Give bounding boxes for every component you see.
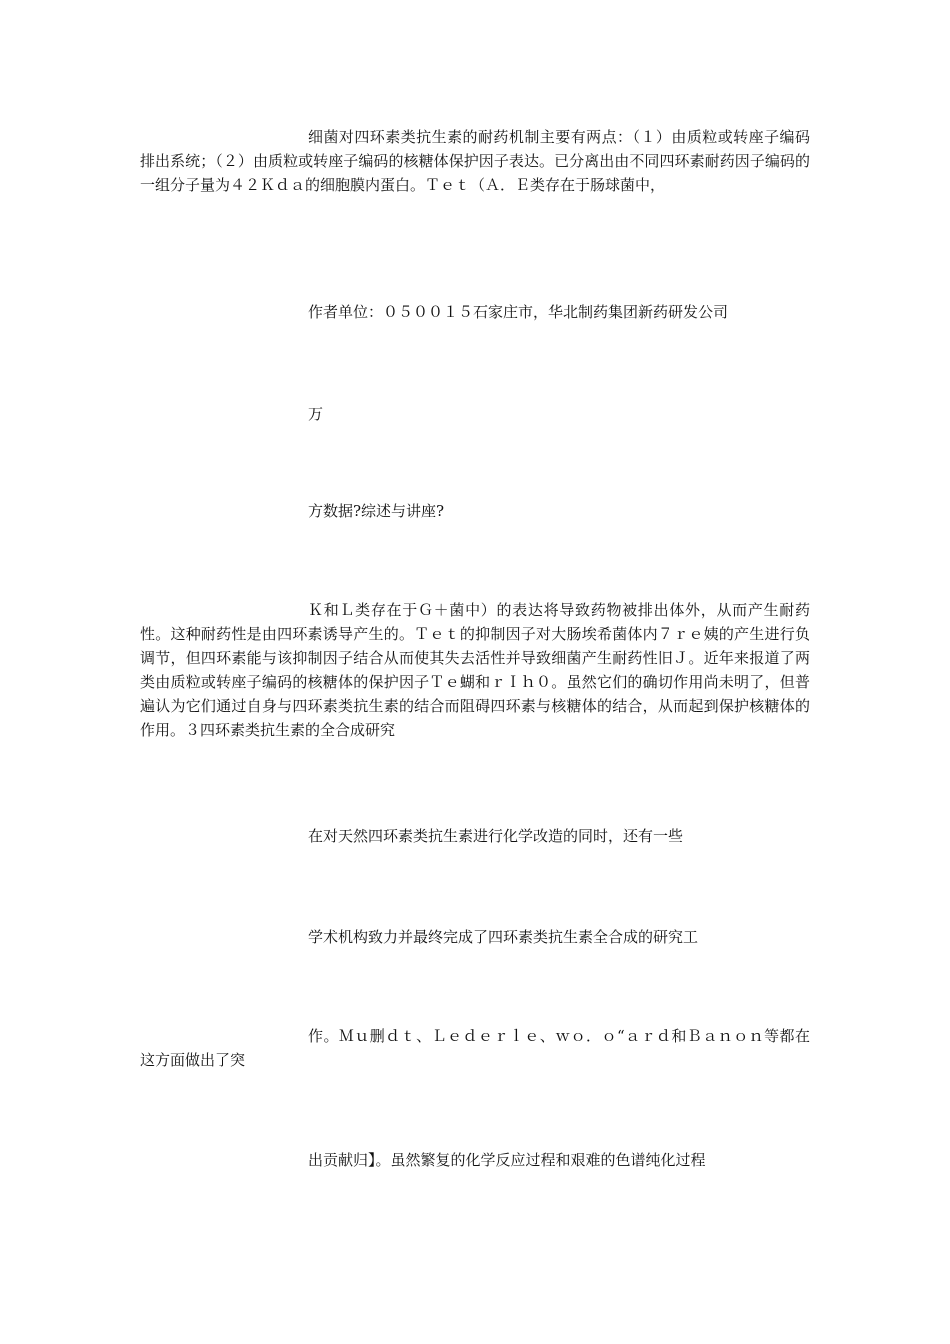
paragraph-researchers: 作。Ｍｕ删ｄｔ、Ｌｅｄｅｒｌｅ、ｗｏ．ｏ“ａｒｄ和Ｂａｎｏｎ等都在这方面做出了突 — [140, 1027, 810, 1069]
text-line-1: 在对天然四环素类抗生素进行化学改造的同时，还有一些 — [308, 827, 684, 845]
text-line-2: 学术机构致力并最终完成了四环素类抗生素全合成的研究工 — [308, 928, 699, 946]
fragment-section-header: 方数据?综述与讲座? — [308, 502, 445, 520]
paragraph-expression-resistance: Ｋ和Ｌ类存在于Ｇ＋菌中）的表达将导致药物被排出体外，从而产生耐药性。这种耐药性是由四环素诱导产生的。Ｔｅｔ的抑制因子对大肠埃希菌体内７ｒｅ姨的产生进行负调节，但四环素能与该抑制因子结合从而使其失去活性并导致细菌产生耐药性旧Ｊ。近年来报道了两类由质粒或转座子编码的核糖体的保护因子Ｔｅ蝴和ｒＩｈ０。虽然它们的确切作用尚未明了，但普遍认为它们通过自身与四环素类抗生素的结合而阻碍四环素与核糖体的结合，从而起到保护核糖体的作用。３四环素类抗生素的全合成研究 — [140, 601, 810, 739]
text-line-4: 出贡献归】。虽然繁复的化学反应过程和艰难的色谱纯化过程 — [308, 1151, 706, 1169]
fragment-wan: 万 — [308, 405, 324, 423]
author-affiliation: 作者单位：０５００１５石家庄市，华北制药集团新药研发公司 — [308, 303, 729, 321]
paragraph-resistance-mechanism: 细菌对四环素类抗生素的耐药机制主要有两点：（１）由质粒或转座子编码排出系统；（２）由质粒或转座子编码的核糖体保护因子表达。已分离出由不同四环素耐药因子编码的一组分子量为４２Ｋｄａ的细胞膜内蛋白。Ｔｅｔ（Ａ．Ｅ类存在于肠球菌中， — [140, 128, 810, 194]
